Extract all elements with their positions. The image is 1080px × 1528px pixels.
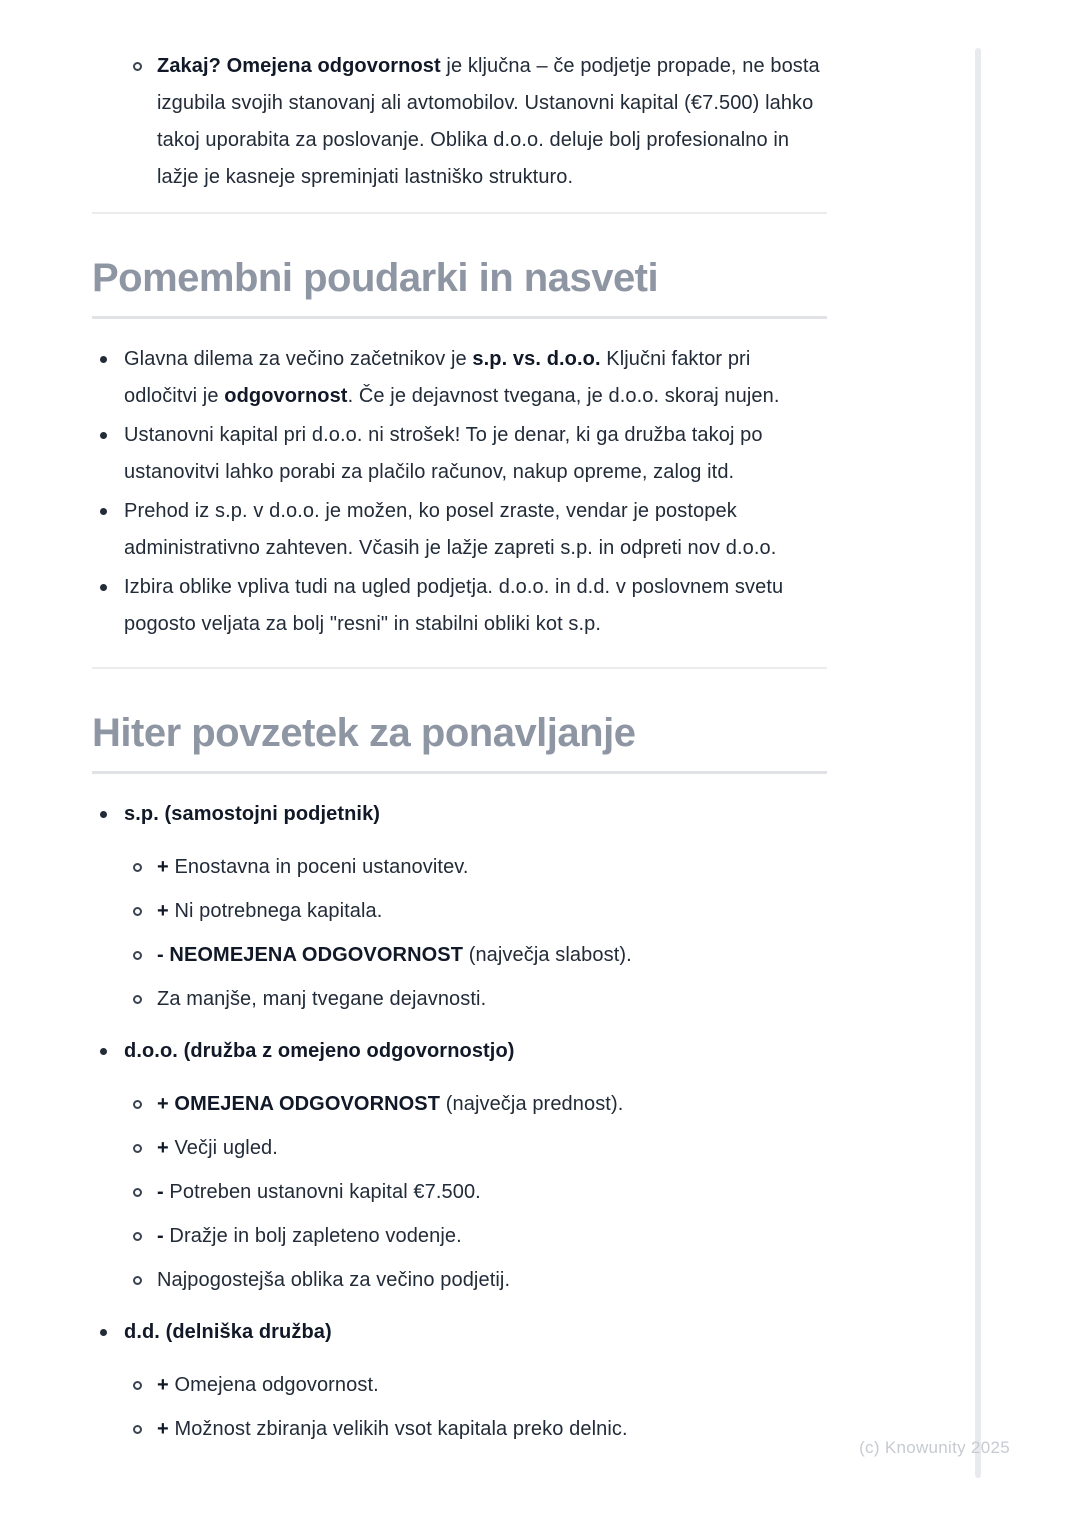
circle-bullet-icon xyxy=(133,1144,142,1153)
paragraph: - Potreben ustanovni kapital €7.500. xyxy=(157,1181,481,1203)
divider xyxy=(92,212,827,214)
paragraph: + Omejena odgovornost. xyxy=(157,1374,379,1396)
list-item xyxy=(92,1218,827,1255)
circle-bullet-icon xyxy=(133,951,142,960)
list-item xyxy=(92,1086,827,1123)
circle-bullet-icon xyxy=(133,1381,142,1390)
paragraph: - Dražje in bolj zapleteno vodenje. xyxy=(157,1225,462,1247)
paragraph: Zakaj? Omejena odgovornost je ključna – če podjetje propade, ne bosta izgubila svojih stanovanj ali avtomobilov. Ustanovni kapital (€7.500) lahko takoj uporabita za poslovanje. Oblika d.o.o. deluje bolj profesionalno in lažje je kasneje spreminjati lastniško strukturo. xyxy=(157,55,820,188)
bullet-icon xyxy=(100,584,107,591)
bullet-icon xyxy=(100,508,107,515)
list-item xyxy=(92,493,827,567)
list-item xyxy=(92,849,827,886)
group-title: d.d. (delniška družba) xyxy=(124,1321,332,1343)
document-page xyxy=(92,0,827,1463)
paragraph: Ustanovni kapital pri d.o.o. ni strošek! To je denar, ki ga družba takoj po ustanovitvi lahko porabi za plačilo računov, nakup opreme, zalog itd. xyxy=(124,424,763,483)
list-item xyxy=(92,569,827,643)
bullet-icon xyxy=(100,811,107,818)
bullet-icon xyxy=(100,432,107,439)
list-item xyxy=(92,981,827,1018)
circle-bullet-icon xyxy=(133,1276,142,1285)
list-item xyxy=(92,1367,827,1404)
list-group-doo xyxy=(92,1033,827,1299)
paragraph: + Večji ugled. xyxy=(157,1137,278,1159)
paragraph: + Ni potrebnega kapitala. xyxy=(157,900,383,922)
sub-list xyxy=(92,1086,827,1299)
circle-bullet-icon xyxy=(133,1100,142,1109)
list-item xyxy=(92,893,827,930)
bullet-icon xyxy=(100,1048,107,1055)
paragraph: - NEOMEJENA ODGOVORNOST (največja slabost). xyxy=(157,944,632,966)
sub-list xyxy=(92,1367,827,1448)
list-item xyxy=(92,1174,827,1211)
paragraph: Izbira oblike vpliva tudi na ugled podjetja. d.o.o. in d.d. v poslovnem svetu pogosto veljata za bolj "resni" in stabilni obliki kot s.p. xyxy=(124,576,784,635)
list-group-dd xyxy=(92,1314,827,1448)
list-group-sp xyxy=(92,796,827,1018)
group-title: d.o.o. (družba z omejeno odgovornostjo) xyxy=(124,1040,515,1062)
paragraph: Glavna dilema za večino začetnikov je s.p. vs. d.o.o. Ključni faktor pri odločitvi je odgovornost. Če je dejavnost tvegana, je d.o.o. skoraj nujen. xyxy=(124,348,780,407)
paragraph: Za manjše, manj tvegane dejavnosti. xyxy=(157,988,487,1010)
list-item xyxy=(92,1262,827,1299)
bullet-icon xyxy=(100,356,107,363)
summary-list xyxy=(92,796,827,1448)
list-item xyxy=(92,1314,827,1351)
circle-bullet-icon xyxy=(133,62,142,71)
paragraph: + OMEJENA ODGOVORNOST (največja prednost). xyxy=(157,1093,624,1115)
divider xyxy=(92,667,827,669)
list-item xyxy=(92,1033,827,1070)
paragraph: Najpogostejša oblika za večino podjetij. xyxy=(157,1269,511,1291)
sub-list xyxy=(92,849,827,1018)
list-item xyxy=(92,1130,827,1167)
list-item xyxy=(92,417,827,491)
bullet-list xyxy=(92,341,827,643)
paragraph: Prehod iz s.p. v d.o.o. je možen, ko posel zraste, vendar je postopek administrativno zahteven. Včasih je lažje zapreti s.p. in odpreti nov d.o.o. xyxy=(124,500,777,559)
circle-bullet-icon xyxy=(133,907,142,916)
paragraph: + Možnost zbiranja velikih vsot kapitala preko delnic. xyxy=(157,1418,628,1440)
list-item xyxy=(92,1411,827,1448)
paragraph: + Enostavna in poceni ustanovitev. xyxy=(157,856,469,878)
circle-bullet-icon xyxy=(133,863,142,872)
list-item xyxy=(92,341,827,415)
circle-bullet-icon xyxy=(133,995,142,1004)
circle-bullet-icon xyxy=(133,1188,142,1197)
scrollbar[interactable] xyxy=(975,48,981,1478)
group-title: s.p. (samostojni podjetnik) xyxy=(124,803,381,825)
section-heading: Pomembni poudarki in nasveti xyxy=(92,254,827,319)
list-item xyxy=(92,48,827,196)
bullet-icon xyxy=(100,1329,107,1336)
list-item xyxy=(92,796,827,833)
list-item xyxy=(92,937,827,974)
circle-bullet-icon xyxy=(133,1425,142,1434)
circle-bullet-icon xyxy=(133,1232,142,1241)
copyright-watermark: (c) Knowunity 2025 xyxy=(859,1438,1010,1457)
section-heading: Hiter povzetek za ponavljanje xyxy=(92,709,827,774)
